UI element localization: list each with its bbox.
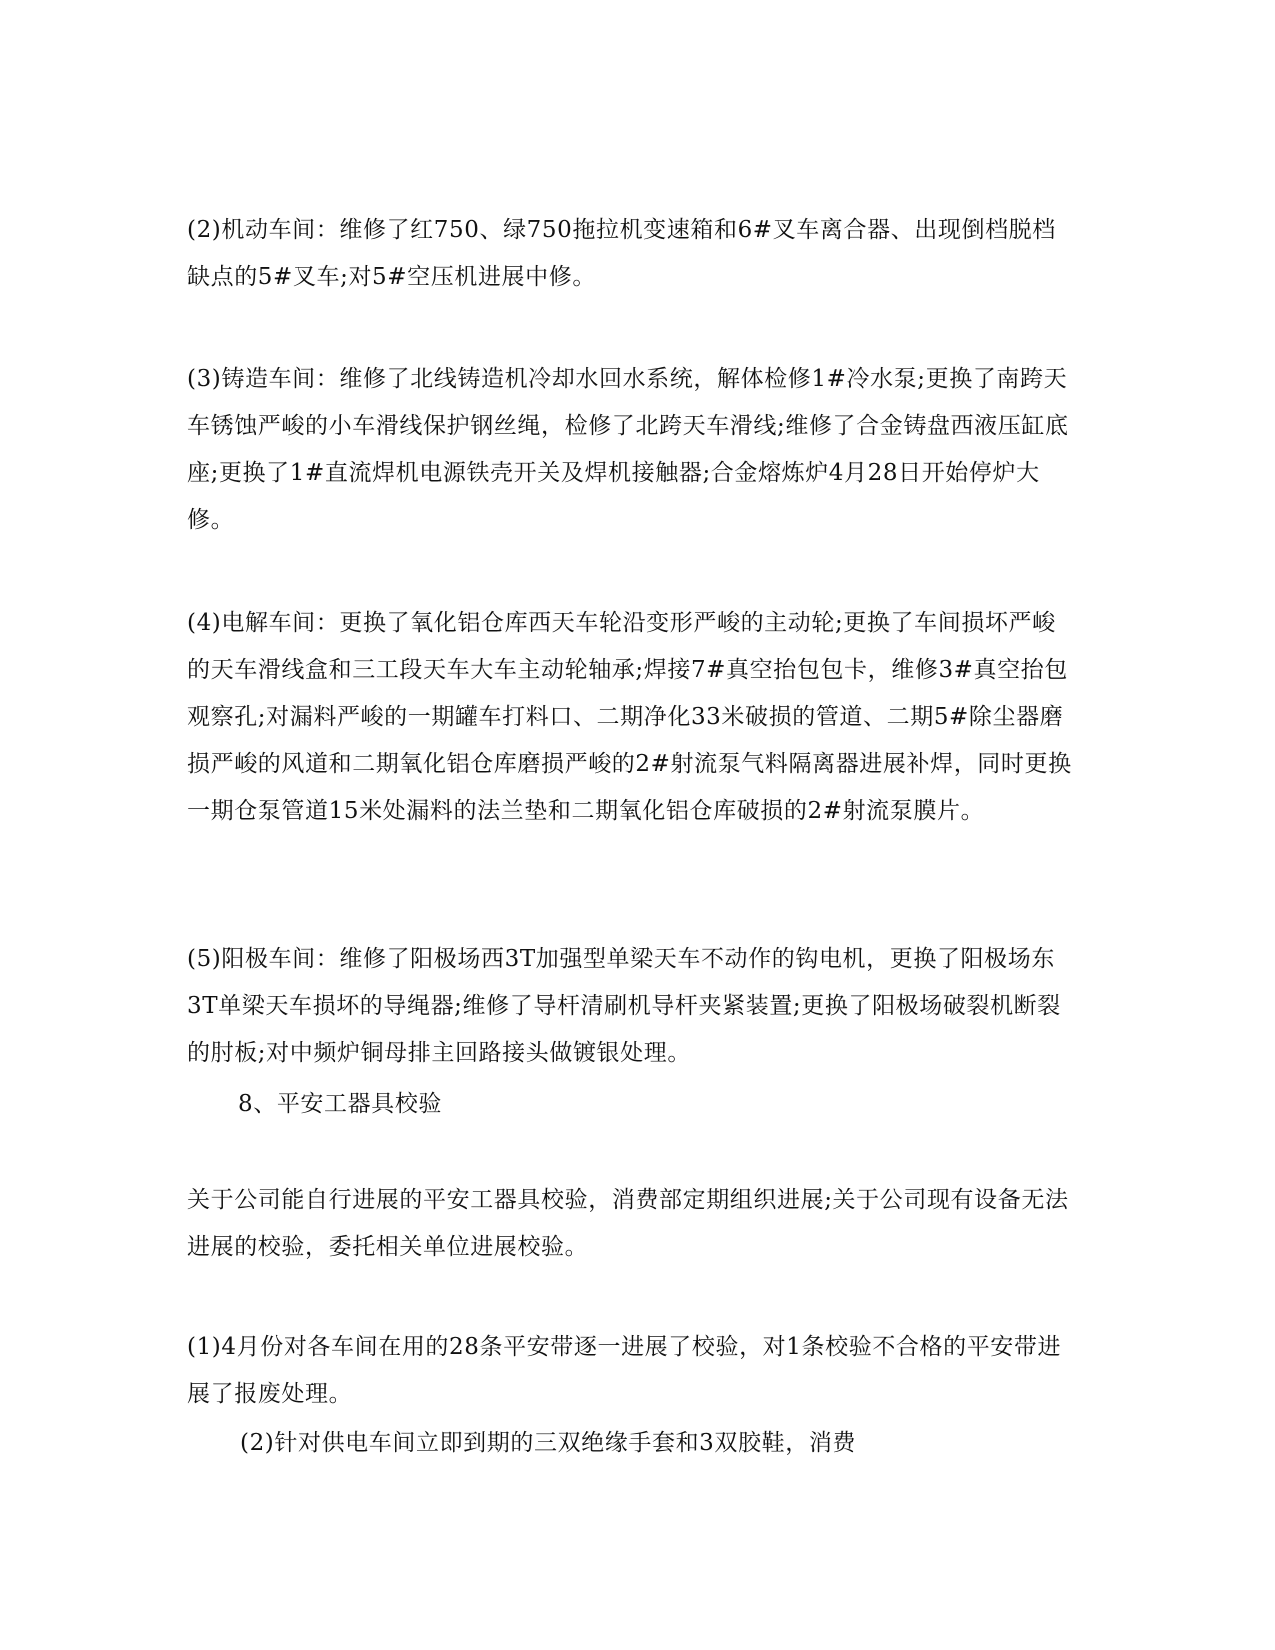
paragraph-safety-tools-intro: 关于公司能自行进展的平安工器具校验，消费部定期组织进展;关于公司现有设备无法进展的校验，委托相关单位进展校验。 bbox=[187, 1187, 1069, 1260]
section-heading-safety-tools: 8、平安工器具校验 bbox=[238, 1091, 443, 1117]
paragraph-safety-belt-check: (1)4月份对各车间在用的28条平安带逐一进展了校验，对1条校验不合格的平安带进展了报废处理。 bbox=[187, 1334, 1062, 1407]
paragraph-casting-workshop: (3)铸造车间：维修了北线铸造机冷却水回水系统，解体检修1#冷水泵;更换了南跨天车锈蚀严峻的小车滑线保护钢丝绳，检修了北跨天车滑线;维修了合金铸盘西液压缸底座;更换了1#直流焊机电源铁壳开关及焊机接触器;合金熔炼炉4月28日开始停炉大修。 bbox=[187, 366, 1069, 533]
paragraph-anode-workshop: (5)阳极车间：维修了阳极场西3T加强型单梁天车不动作的钩电机，更换了阳极场东3T单梁天车损坏的导绳器;维修了导杆清刷机导杆夹紧装置;更换了阳极场破裂机断裂的肘板;对中频炉铜母排主回路接头做镀银处理。 bbox=[187, 946, 1061, 1066]
paragraph-insulation-gloves: (2)针对供电车间立即到期的三双绝缘手套和3双胶鞋，消费 bbox=[240, 1430, 857, 1456]
paragraph-mobile-workshop: (2)机动车间：维修了红750、绿750拖拉机变速箱和6#叉车离合器、出现倒档脱档缺点的5#叉车;对5#空压机进展中修。 bbox=[187, 217, 1056, 290]
paragraph-electrolysis-workshop: (4)电解车间：更换了氧化铝仓库西天车轮沿变形严峻的主动轮;更换了车间损坏严峻的天车滑线盒和三工段天车大车主动轮轴承;焊接7#真空抬包包卡，维修3#真空抬包观察孔;对漏料严峻的一期罐车打料口、二期净化33米破损的管道、二期5#除尘器磨损严峻的风道和二期氧化铝仓库磨损严峻的2#射流泵气料隔离器进展补焊，同时更换一期仓泵管道15米处漏料的法兰垫和二期氧化铝仓库破损的2#射流泵膜片。 bbox=[187, 610, 1072, 824]
